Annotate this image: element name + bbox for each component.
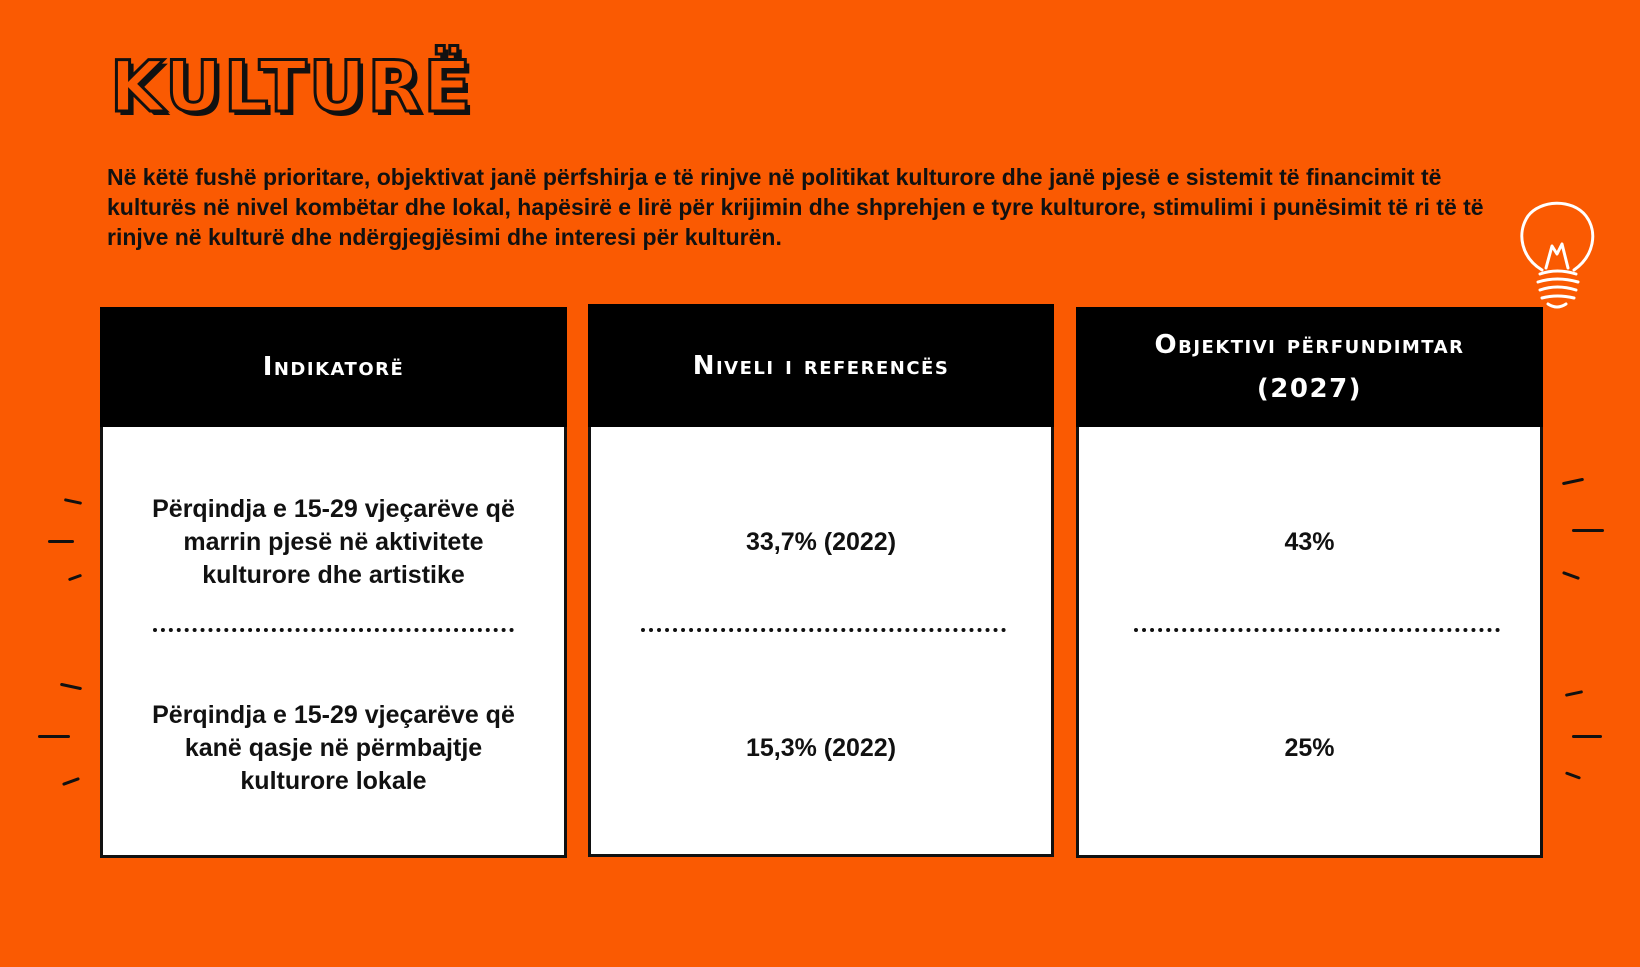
target-header — [1076, 307, 1543, 427]
target-row-1: 43% — [1284, 527, 1335, 556]
decor-dash — [38, 735, 70, 738]
indicators-card — [100, 307, 567, 858]
row-separator — [641, 628, 1006, 632]
decor-dash — [60, 683, 82, 691]
decor-dash — [48, 540, 74, 543]
indicator-row-2: Përqindja e 15-29 vjeçarëve që kanë qasje në përmbajtje kulturore lokale — [152, 700, 515, 795]
intro-text: Në këtë fushë prioritare, objektivat janë përfshirja e të rinjve në politikat kulturore dhe janë pjesë e sistemit të financimit të kulturës në nivel kombëtar dhe lokal, hapësirë e lirë për krijimin dhe shprehjen e tyre kulturore, stimulimi i punësimit të ri të të rinjve në kulturë dhe ndërgjegjësimi dhe interesi për kulturën. — [107, 164, 1484, 250]
decor-dash — [64, 498, 82, 505]
decor-dash — [68, 574, 82, 582]
indicator-row-1: Përqindja e 15-29 vjeçarëve që marrin pjesë në aktivitete kulturore dhe artistike — [152, 494, 515, 589]
decor-dash — [1562, 571, 1580, 580]
indicators-header-label: Indikatorë — [262, 352, 405, 382]
target-header-label: Objektivi përfundimtar — [1154, 330, 1465, 360]
decor-dash — [1565, 771, 1581, 779]
page-title: KULTURË — [110, 46, 474, 128]
decor-dash — [62, 777, 80, 786]
reference-card — [588, 304, 1054, 857]
target-row-2: 25% — [1284, 733, 1335, 762]
reference-header — [588, 304, 1054, 427]
decor-dash — [1572, 529, 1604, 532]
target-card — [1076, 307, 1543, 858]
row-separator — [153, 628, 514, 632]
target-header-year: (2027) — [1256, 374, 1363, 404]
decor-dash — [1572, 735, 1602, 738]
row-separator — [1134, 628, 1500, 632]
reference-row-1: 33,7% (2022) — [745, 527, 897, 556]
reference-row-2: 15,3% (2022) — [745, 733, 897, 762]
reference-header-label: Niveli i referencës — [692, 350, 950, 381]
decor-dash — [1565, 690, 1583, 697]
decor-dash — [1562, 478, 1584, 486]
indicators-header — [100, 307, 567, 427]
